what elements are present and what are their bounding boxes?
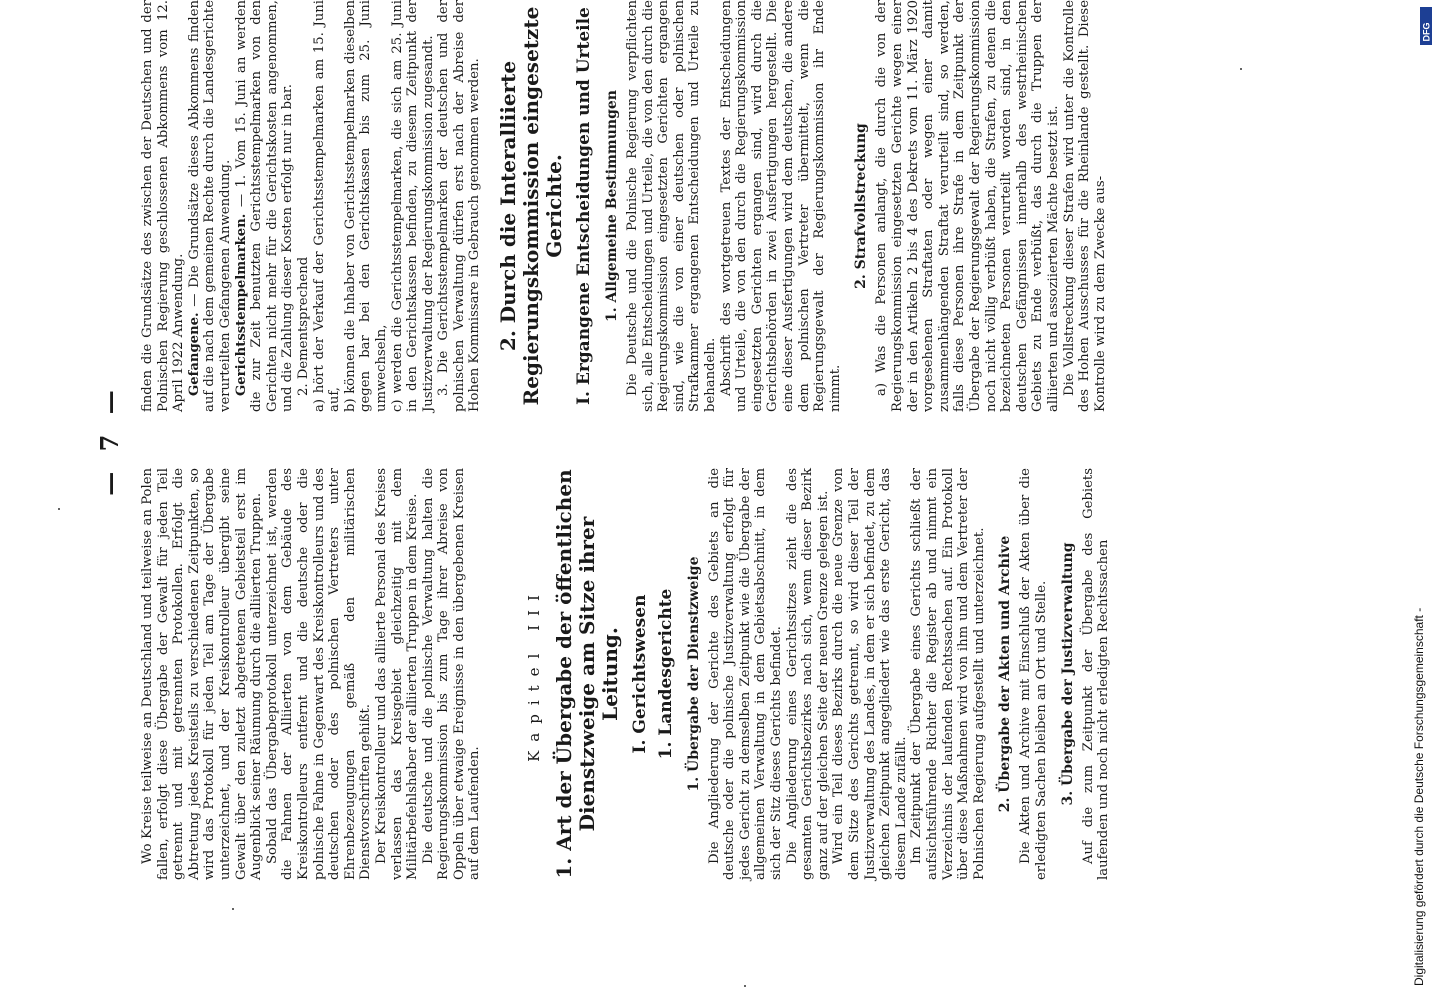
paragraph-lead: Gerichtsstempelmarken.	[233, 213, 249, 396]
scan-speck	[58, 508, 60, 510]
scan-speck	[744, 985, 746, 987]
paragraph: Abschrift des wortgetreuen Textes der Entscheidungen und Urteile, die von den durch die Regierungskommission eingesetzten Gerichten ergangen sind, wird durch die Gerichtsbehörden in zwei Ausfertigungen hergestellt. Die eine dieser Ausfertigungen wird dem deutschen, die andere dem polnischen Vertreter übermittelt, wenn die Regierungsgewalt der Regierungskommission ihr Ende nimmt.	[718, 0, 843, 412]
list-item: b) können die Inhaber von Gerichtsstempelmarken dieselben gegen bar bei den Gerichtskassen bis zum 25. Juni umwechseln,	[342, 0, 389, 412]
paragraph: Der Kreiskontrolleur und das alliierte Personal des Kreises verlassen das Kreisgebiet gleichzeitig mit dem Militärbefehlshaber der alliierten Truppen in dem Kreise.	[373, 468, 421, 880]
scan-speck	[232, 908, 234, 910]
paragraph: Sobald das Übergabeprotokoll unterzeichnet ist, werden die Fahnen der Alliierten von dem Gebäude des Kreiskontrolleurs entfernt und die deutsche oder die polnische Fahne in Gegenwart des Kreiskontrolleurs und des deutschen oder des polnischen Vertreters unter Ehrenbezeugungen gemäß den militärischen Dienstvorschriften gehißt.	[264, 468, 374, 880]
section-heading: 2. Durch die Interalliierte Regierungskommission eingesetzte Gerichte.	[496, 6, 567, 406]
digitization-credit: Digitalisierung gefördert durch die Deutsche Forschungsgemeinschaft -	[1412, 607, 1426, 986]
paragraph: Die Vollstreckung dieser Strafen wird unter die Kontrolle des Hohen Ausschusses für die Rheinlande gestellt. Diese Kontrolle wird zu dem Zwecke aus-	[1061, 0, 1108, 412]
paragraph: Wird ein Teil dieses Bezirks durch die neue Grenze von dem Sitze des Gerichts getrennt, so wird dieser Teil der Justizverwaltung des Landes, in dem er sich befindet, zu dem gleichen Zeitpunkt angegliedert wie das erste Gericht, das diesem Lande zufällt.	[831, 468, 909, 880]
minor-heading: 3. Übergabe der Justizverwaltung	[1059, 542, 1076, 806]
subsection-heading: I. Gerichtswesen	[629, 594, 650, 754]
section-heading: 1. Art der Übergabe der öffentlichen Dienstzweige am Sitze ihrer Leitung.	[551, 469, 622, 879]
paragraph: Die deutsche und die polnische Verwaltung halten die Regierungskommission bis zum Tage ihrer Abreise von Oppeln über etwaige Ereignisse in den übergebenen Kreisen auf dem Laufenden.	[420, 468, 483, 880]
subsection-heading: I. Ergangene Entscheidungen und Urteile	[574, 7, 595, 405]
page-number: — 7 —	[95, 384, 124, 496]
paragraph: Auf die zum Zeitpunkt der Übergabe des Gebiets laufenden und noch nicht erledigten Rechtssachen	[1080, 468, 1112, 880]
scan-speck	[1240, 68, 1242, 70]
paragraph: finden die Grundsätze des zwischen der Deutschen und der Polnischen Regierung geschlossenen Abkommens vom 12. April 1922 Anwendung.	[140, 0, 187, 412]
paragraph: 2. Dementsprechend	[295, 256, 311, 396]
paragraph: Die Akten und Archive mit Einschluß der Akten über die erledigten Sachen bleiben an Ort und Stelle.	[1018, 468, 1049, 880]
left-column	[140, 468, 1112, 880]
paragraph: Die Angliederung der Gerichte des Gebiets an die deutsche oder die polnische Justizverwaltung erfolgt für jedes Gericht zu demselben Zeitpunkt wie die Übergabe der allgemeinen Verwaltung in dem Gebietsabschnitt, in dem sich der Sitz dieses Gerichts befindet.	[706, 468, 785, 880]
list-item: c) werden die Gerichtsstempelmarken, die sich am 25. Juni in den Gerichtskassen befinden, zu diesem Zeitpunkt der Justizverwaltung der Regierungskommission zugesandt.	[389, 0, 436, 412]
paragraph-text: — 1. Vom 15. Juni an werden die zur Zeit benutzten Gerichtsstempelmarken von den Gerichten nicht mehr für die Gerichtskosten angenommen, und die Zahlung dieser Kosten erfolgt nur in bar.	[233, 0, 296, 412]
paragraph	[187, 0, 234, 412]
list-item: a) hört der Verkauf der Gerichtsstempelmarken am 15. Juni auf,	[311, 0, 343, 412]
dfg-logo-icon: DFG	[1420, 7, 1432, 45]
paragraph: Wo Kreise teilweise an Deutschland und teilweise an Polen fallen, erfolgt diese Übergabe der Gewalt für jeden Teil getrennt und mit getrennten Protokollen. Erfolgt die Abtretung jedes Kreisteils zu verschiedenen Zeitpunkten, so wird das Protokoll für jeden Teil am Tage der Übergabe unterzeichnet, und der Kreiskontrolleur übergibt seine Gewalt über den zuletzt abgetretenen Gebietsteil erst im Augenblick seiner Räumung durch die alliierten Truppen.	[140, 468, 265, 880]
paragraph	[234, 0, 296, 412]
subsection-heading: 1. Landesgerichte	[655, 588, 676, 760]
minor-heading: 1. Übergabe der Dienstzweige	[685, 556, 702, 792]
chapter-heading: Kapitel III	[525, 586, 544, 762]
paragraph: a) Was die Personen anlangt, die durch die von der Regierungskommission eingesetzten Gerichte wegen einer der in den Artikeln 2 bis 4 des Dekrets vom 11. März 1920 vorgesehenen Straftaten oder wegen einer damit zusammenhängenden Straftat verurteilt sind, so werden, falls diese Personen ihre Strafe in dem Zeitpunkt der Übergabe der Regierungsgewalt der Regierungskommission noch nicht völlig verbüßt haben, die Strafen, zu denen die bezeichneten Personen verurteilt worden sind, in den deutschen Gefängnissen innerhalb des westrheinischen Gebiets zu Ende verbüßt, das durch die Truppen der alliierten und assoziierten Mächte besetzt ist.	[874, 0, 1061, 412]
minor-heading: 1. Allgemeine Bestimmungen	[604, 90, 621, 322]
paragraph: Die Angliederung eines Gerichtssitzes zieht die des gesamten Gerichtsbezirkes nach sich, wenn dieser Bezirk ganz auf der gleichen Seite der neuen Grenze gelegen ist.	[784, 468, 831, 880]
paragraph: Im Zeitpunkt der Übergabe eines Gerichts schließt der aufsichtsführende Richter die Register ab und nimmt ein Verzeichnis der laufenden Rechtssachen auf. Ein Protokoll über diese Maßnahmen wird von ihm und dem Vertreter der Polnischen Regierung aufgestellt und unterzeichnet.	[909, 468, 987, 880]
paragraph-text: — Die Grundsätze dieses Abkommens finden auf die nach dem gemeinen Rechte durch die Landesgerichte verurteilten Gefangenen Anwendung.	[186, 0, 233, 412]
paragraph: 3. Die Gerichtsstempelmarken der deutschen und der polnischen Verwaltung dürfen erst nach der Abreise der Hohen Kommissare in Gebrauch genommen werden.	[436, 0, 483, 412]
rotated-text-block	[95, 0, 1395, 880]
paragraph-lead: Gefangene.	[186, 312, 202, 396]
minor-heading: 2. Strafvollstreckung	[853, 123, 870, 289]
paragraph: Die Deutsche und die Polnische Regierung verpflichten sich, alle Entscheidungen und Urteile, die von den durch die Regierungskommission eingesetzten Gerichten ergangen sind, wie die von einer deutschen oder polnischen Strafkammer ergangenen Entscheidungen und Urteile zu behandeln.	[625, 0, 719, 412]
minor-heading: 2. Übergabe der Akten und Archive	[997, 535, 1014, 813]
right-column	[140, 0, 1108, 412]
